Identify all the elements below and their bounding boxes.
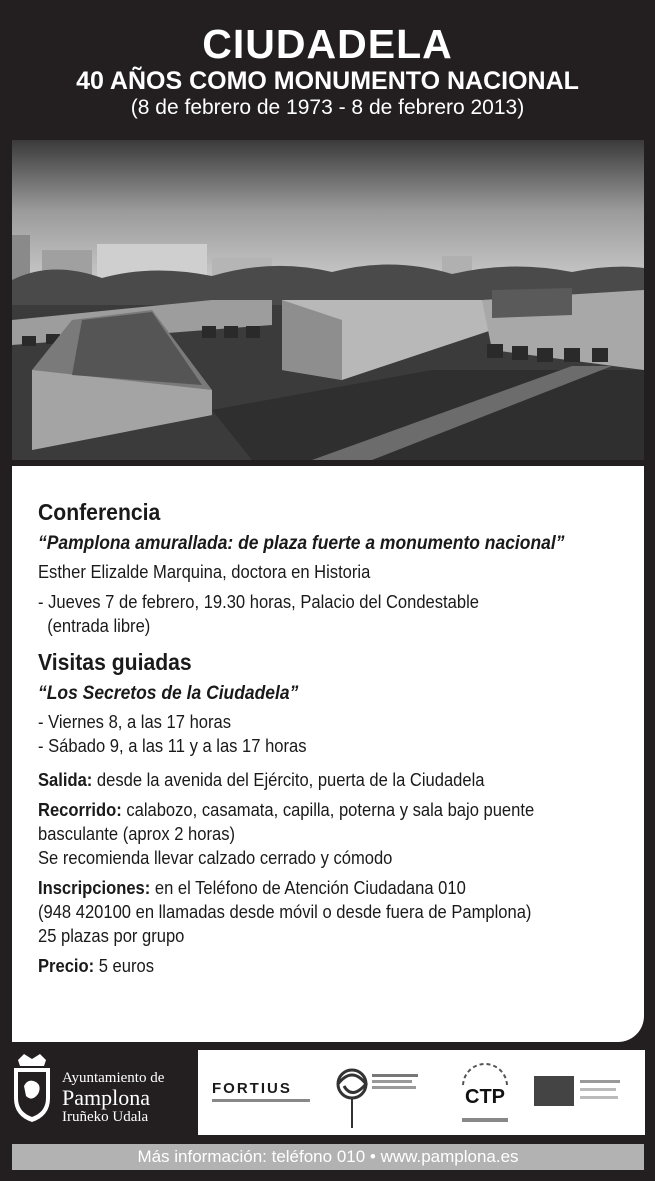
guided-visits-title: “Los Secretos de la Ciudadela”	[38, 683, 299, 704]
fortius-logo: FORTIUS	[212, 1080, 310, 1102]
header	[0, 0, 655, 135]
conference-title: “Pamplona amurallada: de plaza fuerte a monumento nacional”	[38, 533, 565, 554]
price-text: 5 euros	[94, 956, 154, 976]
registration-label: Inscripciones:	[38, 878, 151, 898]
ayto-line-1: Ayuntamiento de	[62, 1070, 165, 1086]
registration-info	[38, 876, 568, 900]
ayto-line-2: Pamplona	[62, 1085, 150, 1110]
route-info	[38, 798, 568, 822]
ayuntamiento-logo	[10, 1052, 190, 1136]
conference-heading: Conferencia	[38, 499, 161, 525]
registration-text: en el Teléfono de Atención Ciudadana 010	[150, 878, 466, 898]
group-capacity: 25 plazas por grupo	[38, 926, 185, 946]
session-item: - Viernes 8, a las 17 horas	[38, 712, 232, 732]
footwear-recommendation: Se recomienda llevar calzado cerrado y cómodo	[38, 848, 393, 868]
departure-label: Salida:	[38, 770, 93, 790]
route-label: Recorrido:	[38, 800, 122, 820]
departure-text: desde la avenida del Ejército, puerta de la Ciudadela	[92, 770, 485, 790]
eu-logo	[534, 1076, 622, 1106]
citadel-photo	[12, 140, 644, 460]
session-item: - Sábado 9, a las 11 y a las 17 horas	[38, 736, 307, 756]
citadel-photo-illustration	[12, 140, 644, 460]
date-range: (8 de febrero de 1973 - 8 de febrero 2013)	[130, 96, 525, 119]
conference-date: - Jueves 7 de febrero, 19.30 horas, Palacio del Condestable	[38, 592, 479, 612]
conference-entry: (entrada libre)	[47, 616, 151, 636]
route-text-continued: basculante (aprox 2 horas)	[38, 824, 235, 844]
event-details-panel	[12, 466, 644, 1042]
registration-phone: (948 420100 en llamadas desde móvil o desde fuera de Pamplona)	[38, 902, 532, 922]
price-info	[38, 954, 568, 978]
spiral-logo-icon	[326, 1056, 422, 1130]
sponsor-logos	[198, 1050, 645, 1135]
conference-speaker: Esther Elizalde Marquina, doctora en Historia	[38, 562, 371, 582]
page-subtitle: 40 AÑOS COMO MONUMENTO NACIONAL	[76, 67, 579, 95]
city-shield-icon	[10, 1054, 54, 1124]
more-info-bar: Más información: teléfono 010 • www.pamplona.es	[12, 1144, 644, 1170]
ctp-logo: CTP	[456, 1056, 514, 1130]
route-text: calabozo, casamata, capilla, poterna y sala bajo puente	[121, 800, 535, 820]
guided-visits-heading: Visitas guiadas	[38, 649, 192, 675]
departure-info	[38, 768, 568, 792]
price-label: Precio:	[38, 956, 95, 976]
page-title: CIUDADELA	[202, 21, 453, 67]
eu-flag-icon	[534, 1076, 574, 1106]
ayto-line-3: Iruñeko Udala	[62, 1109, 149, 1125]
